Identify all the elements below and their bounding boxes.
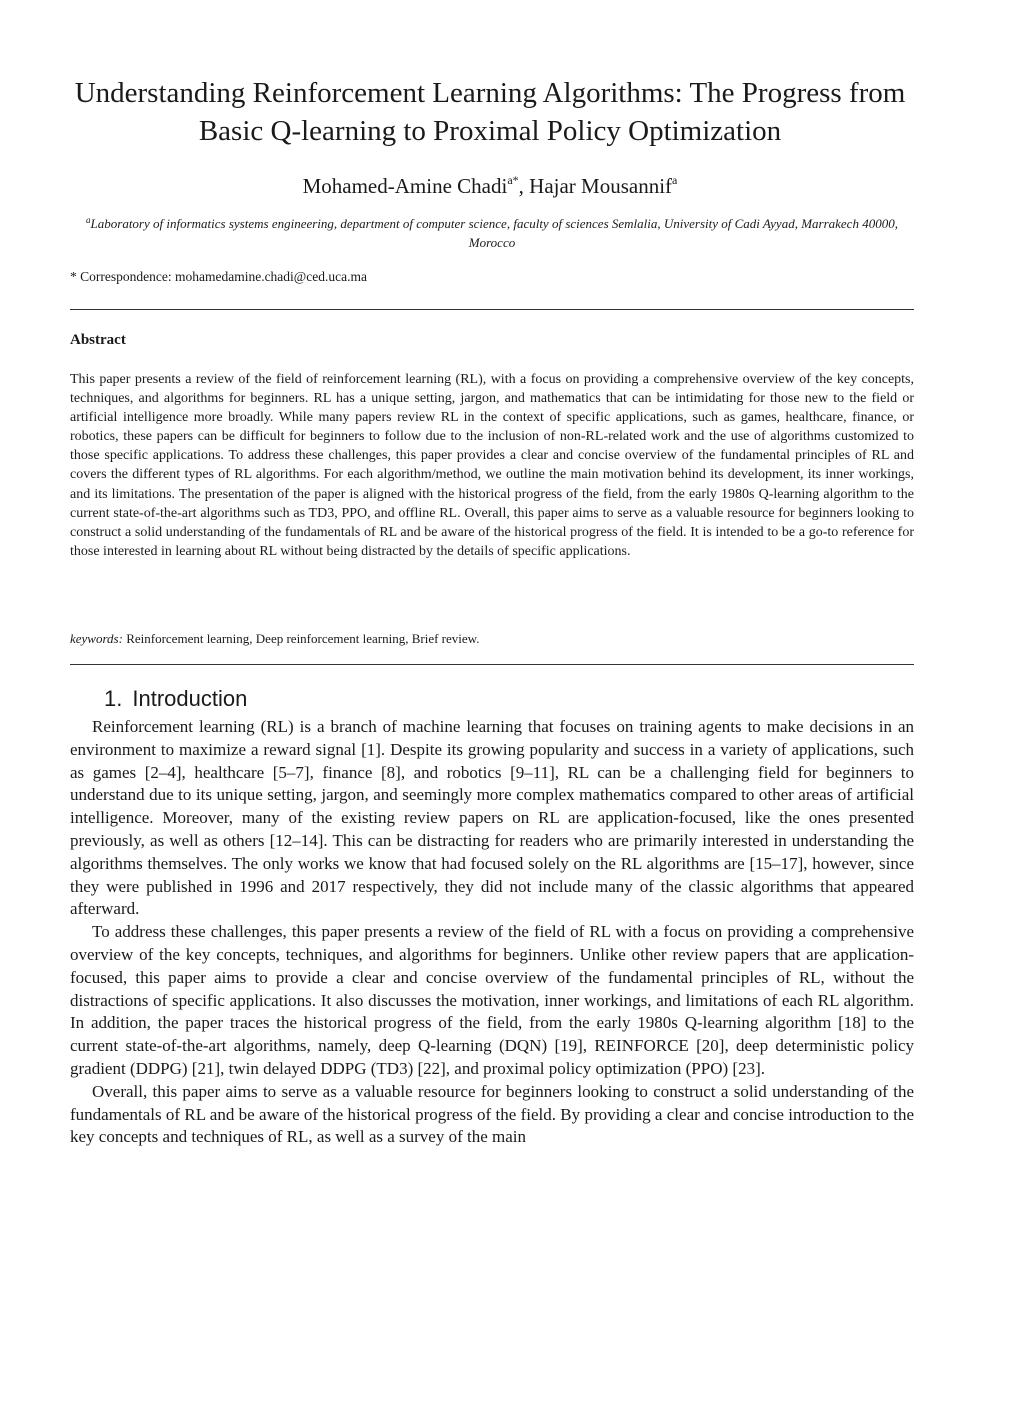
author-name: Hajar Mousannif (529, 174, 673, 198)
paragraph: Reinforcement learning (RL) is a branch of machine learning that focuses on training agents to make decisions in an environment to maximize a reward signal [1]. Despite its growing popularity and success in a variety of applications, such as games [2–4], healthcare [5–7], finance [8], and robotics [9–11], RL can be a challenging field for beginners to understand due to its unique setting, jargon, and seemingly more complex mathematics compared to other areas of artificial intelligence. Moreover, many of the existing review papers on RL are application-focused, like the ones presented previously, as well as others [12–14]. This can be distracting for readers who are primarily interested in understanding the algorithms themselves. The only works we know that had focused solely on the RL algorithms are [15–17], however, since they were published in 1996 and 2017 respectively, they did not include many of the classic algorithms that appeared afterward. (70, 717, 914, 919)
paragraph: To address these challenges, this paper presents a review of the field of RL with a focus on providing a comprehensive overview of the key concepts, techniques, and algorithms for beginners. Unlike other review papers that are application-focused, this paper aims to provide a clear and concise overview of the fundamental principles of RL, without the distractions of specific applications. It also discusses the motivation, inner workings, and limitations of each RL algorithm. In addition, the paper traces the historical progress of the field, from the early 1980s Q-learning algorithm [18] to the current state-of-the-art algorithms, namely, deep Q-learning (DQN) [19], REINFORCE [20], deep deterministic policy gradient (DDPG) [21], twin delayed DDPG (TD3) [22], and proximal policy optimization (PPO) [23]. (70, 922, 914, 1078)
divider (70, 664, 914, 665)
section-heading (104, 684, 247, 714)
section-body (70, 716, 914, 1149)
keywords-label: keywords: (70, 631, 123, 646)
author-affiliation-mark: a (672, 173, 678, 187)
keywords (70, 630, 479, 648)
divider (70, 309, 914, 310)
correspondence: * Correspondence: mohamedamine.chadi@ced.uca.ma (70, 269, 367, 284)
keywords-text: Reinforcement learning, Deep reinforcement learning, Brief review. (126, 631, 480, 646)
author-list: Mohamed-Amine Chadi$^{a*}$, Hajar Mousannif$^a$ (302, 173, 678, 198)
paragraph: Overall, this paper aims to serve as a valuable resource for beginners looking to construct a solid understanding of the fundamentals of RL and be aware of the historical progress of the field. By providing a clear and concise introduction to the key concepts and techniques of RL, as well as a survey of the main (70, 1081, 914, 1147)
author-affiliation-mark: a* (507, 173, 519, 187)
section-title: Introduction (132, 686, 248, 711)
author-name: Mohamed-Amine Chadi (302, 174, 508, 198)
abstract-heading: Abstract (70, 332, 126, 348)
affiliation-mark: a (86, 215, 91, 225)
section-number: 1. (104, 686, 123, 711)
abstract-text: This paper presents a review of the field of reinforcement learning (RL), with a focus on providing a comprehensive overview of the key concepts, techniques, and algorithms for beginners. RL has a unique setting, jargon, and mathematics that can be intimidating for those new to the field or artificial intelligence more broadly. While many papers review RL in the context of specific applications, such as games, healthcare, finance, or robotics, these papers can be difficult for beginners to follow due to the inclusion of non-RL-related work and the use of algorithms customized to those specific applications. To address these challenges, this paper provides a clear and concise overview of the fundamental principles of RL and covers the different types of RL algorithms. For each algorithm/method, we outline the main motivation behind its development, its inner workings, and its limitations. The presentation of the paper is aligned with the historical progress of the field, from the early 1980s Q-learning algorithm to the current state-of-the-art algorithms such as TD3, PPO, and offline RL. Overall, this paper aims to serve as a valuable resource for beginners looking to construct a solid understanding of the fundamentals of RL and be aware of the historical progress of the field. It is intended to be a go-to reference for those interested in learning about RL without being distracted by the details of specific applications. (70, 372, 914, 559)
paper-title: Understanding Reinforcement Learning Algorithms: The Progress from Basic Q-learning to Proximal Policy Optimization (74, 77, 906, 147)
affiliation (70, 214, 914, 252)
affiliation-text: Laboratory of informatics systems engineering, department of computer science, faculty of sciences Semlalia, University of Cadi Ayyad, Marrakech 40000, Morocco (90, 216, 898, 250)
